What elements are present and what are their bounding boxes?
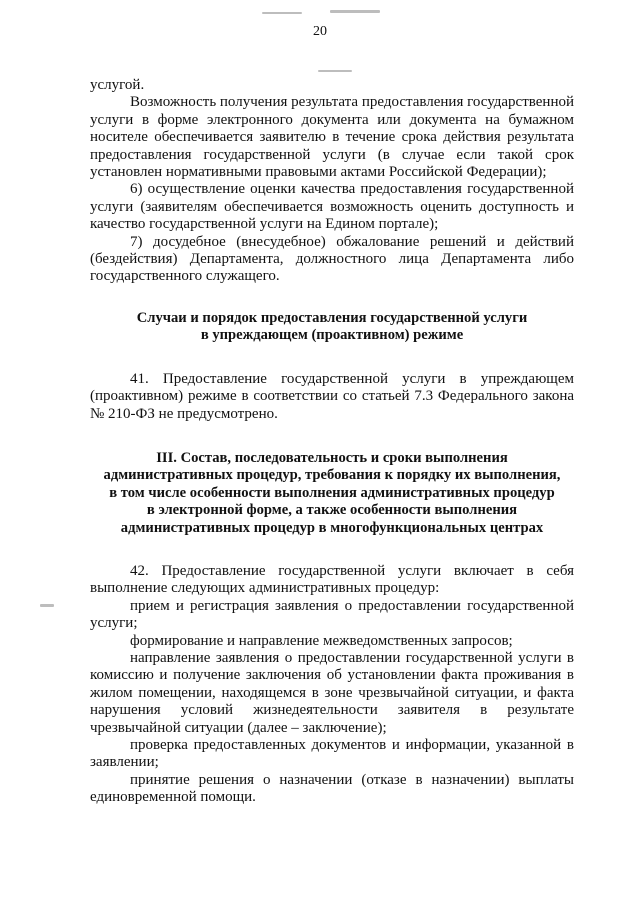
document-body	[90, 77, 574, 807]
heading-line: в том числе особенности выполнения административных процедур	[109, 484, 555, 501]
page-number: 20	[313, 24, 327, 39]
procedure-item: прием и регистрация заявления о предоставлении государственной услуги;	[90, 597, 574, 632]
heading-line: в упреждающем (проактивном) режиме	[200, 327, 464, 344]
heading-line: Случаи и порядок предоставления государственной услуги	[136, 309, 528, 326]
procedure-item: формирование и направление межведомственных запросов;	[130, 632, 513, 649]
paragraph-item-6: 6) осуществление оценки качества предоставления государственной услуги (заявителям обеспечивается возможность оценить доступность и качество государственной услуги на Едином портале);	[90, 181, 574, 233]
heading-section-3	[90, 450, 574, 537]
paragraph-item-7: 7) досудебное (внесудебное) обжалование решений и действий (бездействия) Департамента, должностного лица Департамента либо государственного служащего.	[90, 233, 574, 285]
paragraph-continuation: услугой.	[90, 77, 145, 93]
paragraph-result-availability: Возможность получения результата предоставления государственной услуги в форме электронного документа или документа на бумажном носителе обеспечивается заявителю в течение срока действия результата предоставления государственной услуги (в случае если такой срок установлен нормативными правовыми актами Российской Федерации);	[90, 94, 575, 181]
heading-line: административных процедур, требования к порядку их выполнения,	[103, 467, 561, 484]
heading-line: административных процедур в многофункциональных центрах	[120, 519, 544, 536]
heading-proactive-mode	[90, 310, 574, 345]
scan-speck	[318, 70, 352, 72]
procedure-item: принятие решения о назначении (отказе в назначении) выплаты единовременной помощи.	[90, 771, 574, 806]
paragraph-41: 41. Предоставление государственной услуги в упреждающем (проактивном) режиме в соответствии со статьей 7.3 Федерального закона № 210-ФЗ не предусмотрено.	[90, 370, 574, 422]
procedure-item: направление заявления о предоставлении государственной услуги в комиссию и получение заключения об установлении факта проживания в жилом помещении, находящемся в зоне чрезвычайной ситуации, и факта нарушения условий жизнедеятельности заявителя в результате чрезвычайной ситуации (далее – заключение);	[90, 649, 574, 736]
heading-line: в электронной форме, а также особенности выполнения	[146, 502, 518, 519]
scan-speck	[330, 10, 380, 13]
procedure-item: проверка предоставленных документов и информации, указанной в заявлении;	[90, 737, 574, 771]
heading-line: III. Состав, последовательность и сроки выполнения	[156, 449, 508, 466]
scan-speck	[40, 604, 54, 607]
paragraph-42: 42. Предоставление государственной услуги включает в себя выполнение следующих административных процедур:	[90, 562, 574, 597]
scan-speck	[262, 12, 302, 14]
